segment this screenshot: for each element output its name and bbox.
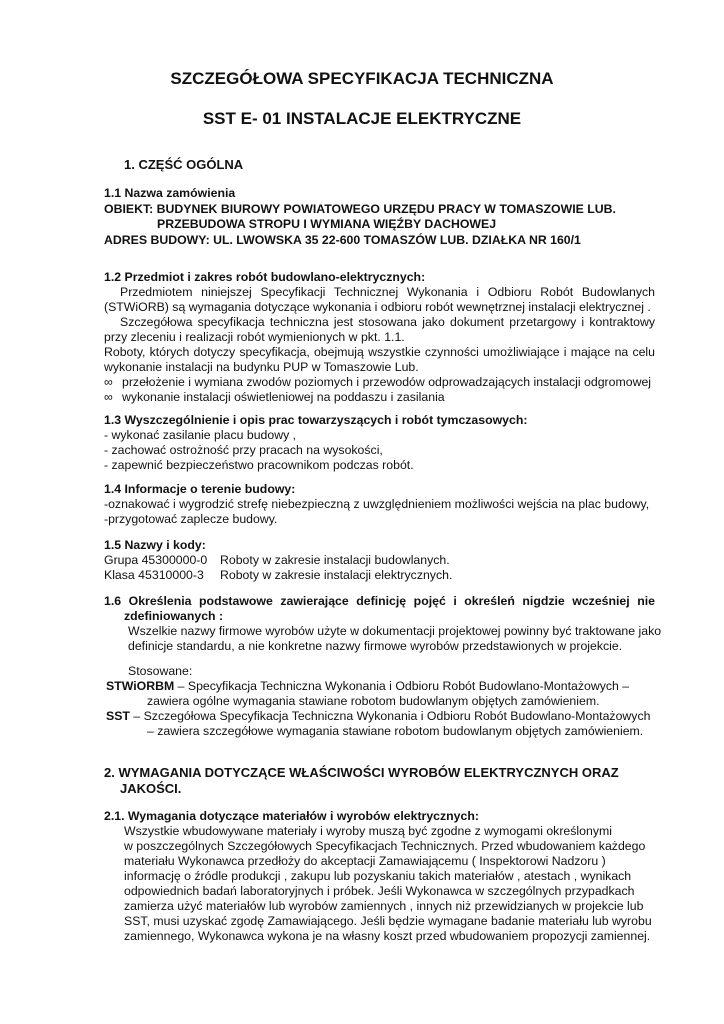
obiekt-line-2: PRZEBUDOWA STROPU I WYMIANA WIĘŹBY DACHOWEJ <box>157 217 497 231</box>
s15-row-1-description: Roboty w zakresie instalacji budowlanych. <box>220 553 450 567</box>
s21-line-6: zamierza użyć materiałów lub wyrobów zamiennych , innych niż przewidzianych w projekcie lub <box>124 899 644 913</box>
s14-item-1: -oznakować i wygrodzić strefę niebezpieczną z uwzględnieniem możliwości wejścia na plac budowy, <box>104 497 650 511</box>
s16-definition-1 <box>106 679 629 693</box>
s21-line-2: w poszczególnych Szczegółowych Specyfikacjach Technicznych. Przed wbudowaniem każdego <box>124 839 646 853</box>
s12-paragraph-1-line-1: Przedmiotem niniejszej Specyfikacji Technicznej Wykonania i Odbioru Robót Budowlanych <box>120 285 655 299</box>
s12-bullet-2 <box>104 390 445 404</box>
s21-heading: 2.1. Wymagania dotyczące materiałów i wyrobów elektrycznych: <box>104 809 479 823</box>
s12-paragraph-3-line-2: wykonanie instalacji na budynku PUP w Tomaszowie Lub. <box>104 360 419 374</box>
s13-item-2: - zachować ostrożność przy pracach na wysokości, <box>104 443 383 457</box>
s16-heading-line-1: 1.6 Określenia podstawowe zawierające definicję pojęć i określeń nigdzie wcześniej nie <box>104 594 655 608</box>
s12-heading: 1.2 Przedmiot i zakres robót budowlano-elektrycznych: <box>104 270 426 284</box>
s21-line-4: informację o źródle produkcji , zakupu lub pozyskaniu takich materiałów , atestach , wynikach <box>124 869 632 883</box>
s12-bullet-1-text: przełożenie i wymiana zwodów poziomych i przewodów odprowadzających instalacji odgromowej <box>122 375 652 389</box>
s13-heading: 1.3 Wyszczególnienie i opis prac towarzyszących i robót tymczasowych: <box>104 413 528 427</box>
s12-paragraph-3-line-1: Roboty, których dotyczy specyfikacja, obejmują wszystkie czynności umożliwiające i mające na celu <box>104 345 655 359</box>
part2-heading-line-1: 2. WYMAGANIA DOTYCZĄCE WŁAŚCIWOŚCI WYROBÓW ELEKTRYCZNYCH ORAZ <box>104 765 619 780</box>
s21-line-5: odpowiednich badań laboratoryjnych i próbek. Jeśli Wykonawca w szczególnych przypadkach <box>124 884 635 898</box>
s16-paragraph-line-1: Wszelkie nazwy firmowe wyrobów użyte w dokumentacji projektowej powinny być traktowane jako <box>128 624 662 638</box>
s14-item-2: -przygotować zaplecze budowy. <box>104 512 278 526</box>
s15-heading: 1.5 Nazwy i kody: <box>104 538 206 552</box>
adres-line: ADRES BUDOWY: UL. LWOWSKA 35 22-600 TOMASZÓW LUB. DZIAŁKA NR 160/1 <box>104 233 581 247</box>
s13-item-1: - wykonać zasilanie placu budowy , <box>104 428 297 442</box>
s16-definition-2 <box>106 709 650 723</box>
obiekt-line-1: OBIEKT: BUDYNEK BIUROWY POWIATOWEGO URZĘDU PRACY W TOMASZOWIE LUB. <box>104 202 616 216</box>
part1-heading: 1. CZĘŚĆ OGÓLNA <box>124 157 244 172</box>
s21-line-1: Wszystkie wbudowywane materiały i wyroby muszą być zgodne z wymogami określonymi <box>124 824 612 838</box>
infinity-bullet-icon: ∞ <box>104 375 113 389</box>
s16-stosowane-label: Stosowane: <box>128 664 193 678</box>
s12-bullet-2-text: wykonanie instalacji oświetleniowej na poddaszu i zasilania <box>122 390 445 404</box>
s14-heading: 1.4 Informacje o terenie budowy: <box>104 482 296 496</box>
definition-text: – Specyfikacja Techniczna Wykonania i Odbioru Robót Budowlano-Montażowych – <box>174 679 630 693</box>
s15-row-2-code: Klasa 45310000-3 <box>104 568 204 582</box>
part2-heading-line-2: JAKOŚCI. <box>120 781 182 796</box>
s12-paragraph-2-line-1: Szczegółowa specyfikacja techniczna jest stosowana jako dokument przetargowy i kontraktowy <box>120 315 655 329</box>
s21-line-8: zamiennego, Wykonawca wykona je na własny koszt przed wbudowaniem propozycji zamiennej. <box>124 929 651 943</box>
s16-definition-1-line-2: zawiera ogólne wymagania stawiane robotom budowlanym objętych zamówieniem. <box>147 694 600 708</box>
definition-term: SST <box>106 709 130 723</box>
s16-heading-line-2: zdefiniowanych : <box>124 609 224 623</box>
s16-definition-2-line-2: – zawiera szczegółowe wymagania stawiane robotom budowlanym objętych zamówieniem. <box>147 724 644 738</box>
definition-text: – Szczegółowa Specyfikacja Techniczna Wykonania i Odbioru Robót Budowlano-Montażowych <box>129 709 651 723</box>
s15-row-2-description: Roboty w zakresie instalacji elektrycznych. <box>220 568 453 582</box>
infinity-bullet-icon: ∞ <box>104 390 113 404</box>
definition-term: STWiORBM <box>106 679 175 693</box>
s12-bullet-1 <box>104 375 651 389</box>
s16-paragraph-line-2: definicje standardu, a nie konkretne nazwy firmowe wyrobów przedstawionych w projekcie. <box>128 639 623 653</box>
s15-row-1-code: Grupa 45300000-0 <box>104 553 208 567</box>
s11-heading: 1.1 Nazwa zamówienia <box>104 186 236 200</box>
s12-paragraph-2-line-2: przy zleceniu i realizacji robót wymienionych w pkt. 1.1. <box>104 330 405 344</box>
s21-line-7: SST, musi uzyskać zgodę Zamawiającego. Jeśli będzie wymagane badanie materiału lub wyrobu <box>124 914 652 928</box>
document-subtitle: SST E- 01 INSTALACJE ELEKTRYCZNE <box>202 109 522 128</box>
s13-item-3: - zapewnić bezpieczeństwo pracownikom podczas robót. <box>104 458 414 472</box>
s12-paragraph-1-line-2: (STWiORB) są wymagania dotyczące wykonania i odbioru robót wewnętrznej instalacji elektrycznej . <box>104 300 651 314</box>
s21-line-3: materiału Wykonawca przedłoży do akceptacji Zamawiającemu ( Inspektorowi Nadzoru ) <box>124 854 606 868</box>
document-title: SZCZEGÓŁOWA SPECYFIKACJA TECHNICZNA <box>170 69 554 88</box>
